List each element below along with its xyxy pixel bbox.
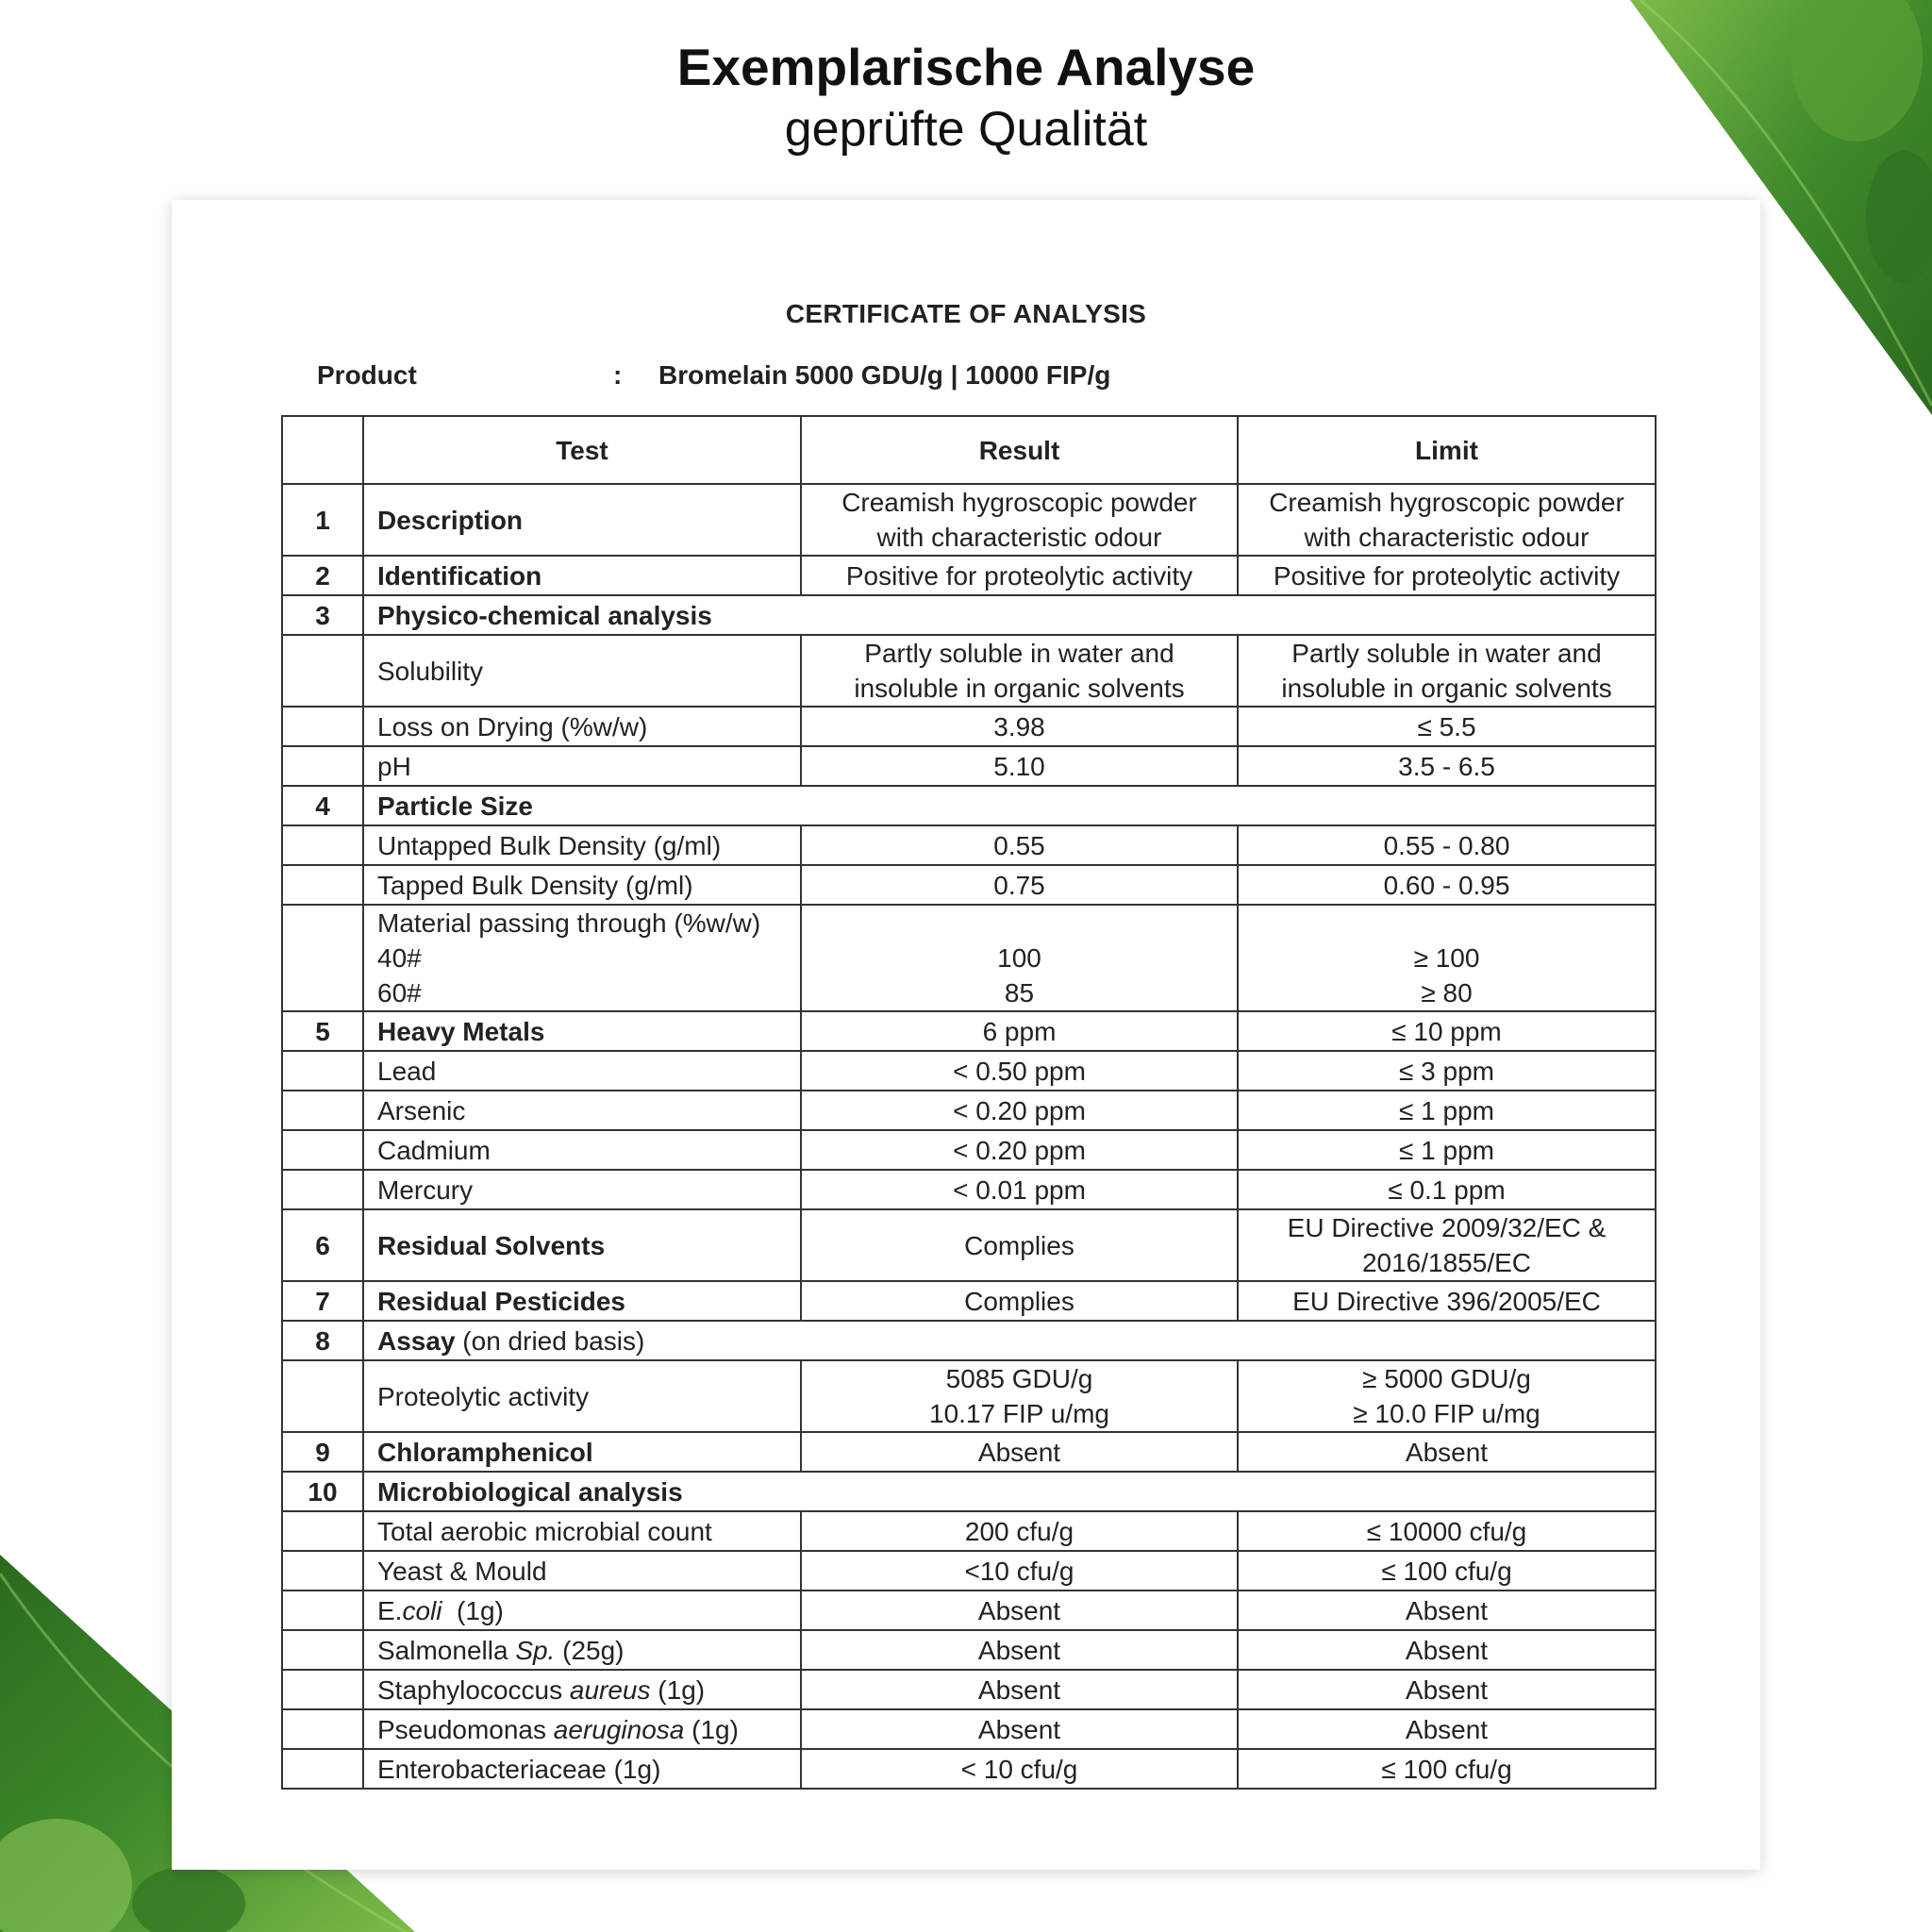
row-number: 9 <box>282 1432 363 1472</box>
limit-cell <box>1238 484 1656 556</box>
limit-value: ≤ 1 ppm <box>1399 1135 1494 1165</box>
test-name-part: aeruginosa <box>553 1714 685 1744</box>
table-row <box>282 1749 1656 1789</box>
row-number: 6 <box>282 1209 363 1281</box>
test-name-part: E. <box>377 1595 403 1625</box>
limit-value <box>1252 906 1641 941</box>
result-cell <box>801 1051 1238 1091</box>
result-cell <box>801 635 1238 707</box>
row-number <box>282 707 363 746</box>
test-name-part: (1g) <box>441 1595 504 1625</box>
table-row <box>282 1360 1656 1432</box>
row-number <box>282 1360 363 1432</box>
result-value: Absent <box>977 1714 1061 1744</box>
table-row <box>282 1209 1656 1281</box>
limit-value: ≤ 0.1 ppm <box>1388 1174 1506 1205</box>
limit-cell <box>1238 635 1656 707</box>
result-value: with characteristic odour <box>876 523 1162 552</box>
row-number <box>282 1551 363 1591</box>
result-cell <box>801 556 1238 595</box>
limit-value: EU Directive 396/2005/EC <box>1292 1286 1601 1316</box>
test-name-part: Sp. <box>515 1635 556 1665</box>
result-value: Absent <box>977 1674 1061 1705</box>
result-cell <box>801 1709 1238 1749</box>
limit-value: Positive for proteolytic activity <box>1273 560 1621 591</box>
row-number: 10 <box>282 1472 363 1511</box>
row-number: 3 <box>282 595 363 635</box>
test-name-line: 60# <box>377 978 422 1008</box>
test-name-cell <box>363 1709 801 1749</box>
test-name-cell <box>363 635 801 707</box>
result-cell <box>801 1091 1238 1130</box>
result-cell <box>801 1209 1238 1281</box>
limit-cell <box>1238 1011 1656 1051</box>
analysis-table <box>281 415 1657 1790</box>
result-value: <10 cfu/g <box>964 1556 1074 1586</box>
limit-value: EU Directive 2009/32/EC & <box>1287 1213 1607 1242</box>
limit-value: 2016/1855/EC <box>1361 1248 1532 1277</box>
limit-cell <box>1238 1551 1656 1591</box>
limit-cell <box>1238 1281 1656 1321</box>
limit-value: Absent <box>1405 1595 1489 1625</box>
limit-value: ≤ 100 cfu/g <box>1381 1556 1512 1586</box>
result-cell <box>801 1749 1238 1789</box>
test-name: Chloramphenicol <box>377 1437 593 1467</box>
test-name-cell <box>363 1360 801 1432</box>
column-header-no <box>282 416 363 484</box>
test-name-cell <box>363 1281 801 1321</box>
limit-cell <box>1238 1170 1656 1209</box>
row-number: 2 <box>282 556 363 595</box>
table-body <box>282 484 1656 1789</box>
limit-cell <box>1238 1670 1656 1709</box>
test-name: Particle Size <box>377 791 533 821</box>
test-name-cell <box>363 1591 801 1630</box>
test-name-line: Material passing through (%w/w) <box>377 908 761 938</box>
test-name: Yeast & Mould <box>377 1556 547 1586</box>
limit-value: ≤ 3 ppm <box>1399 1056 1494 1086</box>
row-number <box>282 1749 363 1789</box>
limit-cell <box>1238 1432 1656 1472</box>
limit-value: Absent <box>1405 1437 1489 1467</box>
test-name-cell <box>363 484 801 556</box>
limit-value: ≥ 80 <box>1421 978 1473 1008</box>
table-row <box>282 1011 1656 1051</box>
table-row <box>282 1511 1656 1551</box>
test-name: Tapped Bulk Density (g/ml) <box>377 870 693 900</box>
row-number: 7 <box>282 1281 363 1321</box>
test-name-part: Staphylococcus <box>377 1674 570 1705</box>
test-name-cell <box>363 1511 801 1551</box>
table-row <box>282 595 1656 635</box>
result-cell <box>801 1630 1238 1670</box>
result-value: 200 cfu/g <box>964 1516 1074 1546</box>
product-colon: : <box>613 360 623 390</box>
test-name: Cadmium <box>377 1135 491 1165</box>
table-row <box>282 746 1656 786</box>
table-header-row <box>282 416 1656 484</box>
test-name: Residual Pesticides <box>377 1286 626 1316</box>
test-name-cell <box>363 865 801 905</box>
limit-value: ≤ 10000 cfu/g <box>1366 1516 1527 1546</box>
table-row <box>282 1709 1656 1749</box>
limit-cell <box>1238 1091 1656 1130</box>
limit-cell <box>1238 746 1656 786</box>
test-name-cell <box>363 1472 1656 1511</box>
row-number: 1 <box>282 484 363 556</box>
limit-cell <box>1238 1591 1656 1630</box>
limit-cell <box>1238 865 1656 905</box>
test-name: Untapped Bulk Density (g/ml) <box>377 830 722 860</box>
limit-value: ≤ 10 ppm <box>1391 1016 1502 1046</box>
table-row <box>282 1130 1656 1170</box>
row-number <box>282 1170 363 1209</box>
limit-value: ≥ 5000 GDU/g <box>1362 1364 1531 1393</box>
row-number <box>282 865 363 905</box>
test-name-part: Salmonella <box>377 1635 516 1665</box>
row-number <box>282 905 363 1011</box>
result-value: Complies <box>964 1230 1074 1260</box>
limit-cell <box>1238 825 1656 865</box>
result-cell <box>801 1591 1238 1630</box>
result-value: Absent <box>977 1635 1061 1665</box>
page-title: Exemplarische Analyse <box>676 38 1256 96</box>
result-cell <box>801 865 1238 905</box>
limit-value: Absent <box>1405 1674 1489 1705</box>
test-name: Mercury <box>377 1174 474 1205</box>
test-name: Arsenic <box>377 1095 466 1125</box>
result-value: < 0.50 ppm <box>953 1056 1086 1086</box>
test-name-cell <box>363 1011 801 1051</box>
page-subtitle: geprüfte Qualität <box>784 102 1148 157</box>
result-cell <box>801 825 1238 865</box>
test-name-cell <box>363 905 801 1011</box>
result-value: 100 <box>997 943 1041 973</box>
row-number <box>282 1630 363 1670</box>
result-cell <box>801 1432 1238 1472</box>
limit-cell <box>1238 1709 1656 1749</box>
result-cell <box>801 1511 1238 1551</box>
table-row <box>282 1091 1656 1130</box>
column-header-test: Test <box>363 416 801 484</box>
limit-value: 0.60 - 0.95 <box>1383 870 1510 900</box>
test-name-cell <box>363 1130 801 1170</box>
test-name-cell <box>363 1670 801 1709</box>
result-value: 0.55 <box>993 830 1045 860</box>
limit-value: ≤ 5.5 <box>1417 711 1476 741</box>
result-cell <box>801 1360 1238 1432</box>
result-value: Complies <box>964 1286 1074 1316</box>
result-value: 85 <box>1004 978 1035 1008</box>
limit-value: ≤ 1 ppm <box>1399 1095 1494 1125</box>
row-number <box>282 1130 363 1170</box>
result-value: insoluble in organic solvents <box>854 674 1185 703</box>
table-row <box>282 865 1656 905</box>
result-cell <box>801 1130 1238 1170</box>
test-name: Lead <box>377 1056 437 1086</box>
test-name: Enterobacteriaceae (1g) <box>377 1754 661 1784</box>
test-name-cell <box>363 1551 801 1591</box>
result-value: Positive for proteolytic activity <box>845 560 1193 591</box>
table-row <box>282 1472 1656 1511</box>
row-number <box>282 746 363 786</box>
certificate-document <box>172 200 1760 1870</box>
result-cell <box>801 1670 1238 1709</box>
result-cell <box>801 905 1238 1011</box>
result-cell <box>801 1170 1238 1209</box>
limit-cell <box>1238 905 1656 1011</box>
result-value: Absent <box>977 1437 1061 1467</box>
result-value: 5085 GDU/g <box>945 1364 1093 1393</box>
test-name: Total aerobic microbial count <box>377 1516 712 1546</box>
row-number <box>282 1511 363 1551</box>
limit-cell <box>1238 1630 1656 1670</box>
table-row <box>282 1281 1656 1321</box>
result-value: Partly soluble in water and <box>864 639 1174 668</box>
column-header-result: Result <box>801 416 1238 484</box>
product-line <box>317 360 1685 398</box>
row-number <box>282 1051 363 1091</box>
test-name-part: Pseudomonas <box>377 1714 554 1744</box>
test-name-part: Assay <box>377 1325 456 1356</box>
row-number <box>282 1591 363 1630</box>
limit-value: Absent <box>1405 1635 1489 1665</box>
row-number <box>282 1670 363 1709</box>
test-name: Solubility <box>377 656 484 686</box>
limit-cell <box>1238 1209 1656 1281</box>
table-row <box>282 1321 1656 1360</box>
page-heading <box>0 36 1932 160</box>
test-name-part: aureus <box>569 1674 651 1705</box>
test-name: Physico-chemical analysis <box>377 600 712 630</box>
table-row <box>282 1432 1656 1472</box>
limit-value: 0.55 - 0.80 <box>1383 830 1510 860</box>
test-name-part: (1g) <box>650 1674 706 1705</box>
limit-cell <box>1238 1511 1656 1551</box>
table-row <box>282 825 1656 865</box>
test-name: Residual Solvents <box>377 1230 606 1260</box>
limit-cell <box>1238 707 1656 746</box>
test-name-cell <box>363 1051 801 1091</box>
row-number <box>282 635 363 707</box>
test-name: pH <box>377 751 411 781</box>
result-cell <box>801 484 1238 556</box>
test-name-cell <box>363 746 801 786</box>
table-row <box>282 1551 1656 1591</box>
test-name-cell <box>363 707 801 746</box>
result-value <box>815 906 1224 941</box>
table-row <box>282 786 1656 825</box>
table-row <box>282 1170 1656 1209</box>
limit-value: Creamish hygroscopic powder <box>1269 488 1624 517</box>
result-value: 5.10 <box>993 751 1045 781</box>
test-name: Identification <box>377 560 542 591</box>
result-value: < 0.01 ppm <box>953 1174 1086 1205</box>
limit-cell <box>1238 1130 1656 1170</box>
table-row <box>282 1630 1656 1670</box>
test-name-cell <box>363 1209 801 1281</box>
limit-value: with characteristic odour <box>1304 523 1590 552</box>
result-value: 6 ppm <box>982 1016 1057 1046</box>
result-value: Absent <box>977 1595 1061 1625</box>
limit-value: 3.5 - 6.5 <box>1398 751 1495 781</box>
result-cell <box>801 1011 1238 1051</box>
limit-value: ≤ 100 cfu/g <box>1381 1754 1512 1784</box>
column-header-limit: Limit <box>1238 416 1656 484</box>
result-cell <box>801 707 1238 746</box>
test-name-cell <box>363 1630 801 1670</box>
test-name: Microbiological analysis <box>377 1476 683 1507</box>
row-number: 4 <box>282 786 363 825</box>
test-name-cell <box>363 595 1656 635</box>
limit-value: Partly soluble in water and <box>1291 639 1602 668</box>
row-number <box>282 1709 363 1749</box>
certificate-title: CERTIFICATE OF ANALYSIS <box>785 299 1147 328</box>
result-cell <box>801 746 1238 786</box>
row-number: 5 <box>282 1011 363 1051</box>
table-row <box>282 484 1656 556</box>
table-row <box>282 1591 1656 1630</box>
limit-value: insoluble in organic solvents <box>1281 674 1612 703</box>
product-label: Product <box>317 360 417 390</box>
result-value: < 0.20 ppm <box>953 1095 1086 1125</box>
test-name-cell <box>363 786 1656 825</box>
result-value: Creamish hygroscopic powder <box>841 488 1197 517</box>
test-name-cell <box>363 825 801 865</box>
limit-value: ≥ 10.0 FIP u/mg <box>1353 1399 1541 1428</box>
table-row <box>282 905 1656 1011</box>
test-name-cell <box>363 1091 801 1130</box>
test-name-part: coli <box>402 1595 442 1625</box>
limit-cell <box>1238 1051 1656 1091</box>
test-name-cell <box>363 1321 1656 1360</box>
table-row <box>282 635 1656 707</box>
result-value: 0.75 <box>993 870 1045 900</box>
limit-cell <box>1238 1749 1656 1789</box>
table-row <box>282 707 1656 746</box>
test-name-part: (1g) <box>684 1714 739 1744</box>
row-number <box>282 825 363 865</box>
limit-value: ≥ 100 <box>1413 943 1480 973</box>
row-number <box>282 1091 363 1130</box>
result-value: < 0.20 ppm <box>953 1135 1086 1165</box>
table-row <box>282 1051 1656 1091</box>
test-name-line: 40# <box>377 943 422 973</box>
limit-cell <box>1238 1360 1656 1432</box>
table-row <box>282 556 1656 595</box>
table-row <box>282 1670 1656 1709</box>
test-name-cell <box>363 556 801 595</box>
test-name-cell <box>363 1749 801 1789</box>
test-name-part: (on dried basis) <box>455 1325 645 1356</box>
test-name: Proteolytic activity <box>377 1381 590 1411</box>
test-name-cell <box>363 1170 801 1209</box>
result-value: 10.17 FIP u/mg <box>929 1399 1109 1428</box>
result-cell <box>801 1281 1238 1321</box>
test-name-cell <box>363 1432 801 1472</box>
result-value: < 10 cfu/g <box>960 1754 1078 1784</box>
test-name: Loss on Drying (%w/w) <box>377 711 648 741</box>
limit-cell <box>1238 556 1656 595</box>
test-name: Description <box>377 505 524 535</box>
row-number: 8 <box>282 1321 363 1360</box>
test-name-part: (25g) <box>555 1635 625 1665</box>
result-cell <box>801 1551 1238 1591</box>
product-value: Bromelain 5000 GDU/g | 10000 FIP/g <box>658 360 1111 390</box>
test-name: Heavy Metals <box>377 1016 545 1046</box>
result-value: 3.98 <box>993 711 1045 741</box>
limit-value: Absent <box>1405 1714 1489 1744</box>
